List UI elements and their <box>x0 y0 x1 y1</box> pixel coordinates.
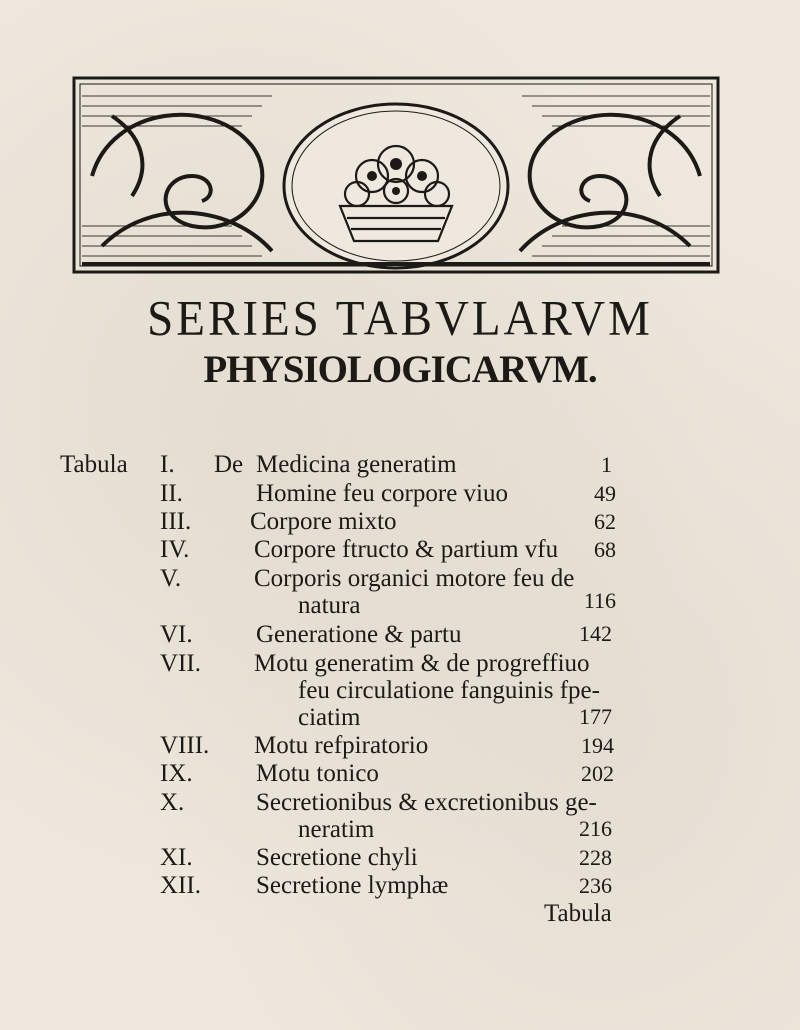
entry-title: Corpore ftructo & partium vfu <box>254 536 559 563</box>
entry-page: 116 <box>583 588 616 613</box>
entry-title: Generatione & partu <box>256 621 462 648</box>
entry-page: 216 <box>579 816 612 841</box>
entry-numeral: X. <box>160 789 185 816</box>
entry-page: 1 <box>601 452 612 477</box>
de-label: De <box>214 451 244 478</box>
entry-numeral: V. <box>160 565 182 592</box>
entry-page: 49 <box>594 481 616 506</box>
tabula-label: Tabula <box>60 451 128 478</box>
entry-page: 228 <box>579 845 612 870</box>
entry-numeral: III. <box>160 508 192 535</box>
entry-title: Corporis organici motore feu de <box>254 565 575 592</box>
entry-page: 202 <box>581 761 614 786</box>
entry-numeral: IV. <box>160 536 190 563</box>
entry-title: Corpore mixto <box>250 508 397 535</box>
entry-title: Motu tonico <box>256 760 379 787</box>
entry-title: Secretionibus & excretionibus ge- <box>256 789 597 816</box>
entry-numeral: VIII. <box>160 732 210 759</box>
entry-numeral: XI. <box>160 844 193 871</box>
entry-title-continued: neratim <box>298 816 375 843</box>
entry-page: 236 <box>579 873 612 898</box>
entry-numeral: XII. <box>160 872 201 899</box>
page-title: SERIES TABVLARVM <box>147 291 653 347</box>
entry-numeral: IX. <box>160 760 193 787</box>
entry-title: Secretione lymphæ <box>256 872 449 899</box>
entry-page: 177 <box>579 704 612 729</box>
catchword: Tabula <box>544 900 612 927</box>
entry-title: Homine feu corpore viuo <box>256 480 509 507</box>
entry-numeral: I. <box>160 451 175 478</box>
entry-title: Medicina generatim <box>256 451 457 478</box>
entry-numeral: II. <box>160 480 183 507</box>
entry-page: 68 <box>594 537 616 562</box>
entry-title-continued: natura <box>298 592 361 619</box>
page-subtitle: PHYSIOLOGICARVM. <box>203 348 597 391</box>
entry-title-continued: ciatim <box>298 704 361 731</box>
entry-numeral: VII. <box>160 650 201 677</box>
entry-page: 62 <box>594 509 616 534</box>
entry-title: Motu refpiratorio <box>254 732 429 759</box>
headpiece-ornament <box>72 76 720 274</box>
entry-page: 142 <box>579 621 612 646</box>
entry-title-continued: feu circulatione fanguinis fpe- <box>298 677 600 704</box>
entry-title: Secretione chyli <box>256 844 418 871</box>
entry-page: 194 <box>581 733 614 758</box>
entry-numeral: VI. <box>160 621 193 648</box>
entry-title: Motu generatim & de progreffiuo <box>254 650 590 677</box>
